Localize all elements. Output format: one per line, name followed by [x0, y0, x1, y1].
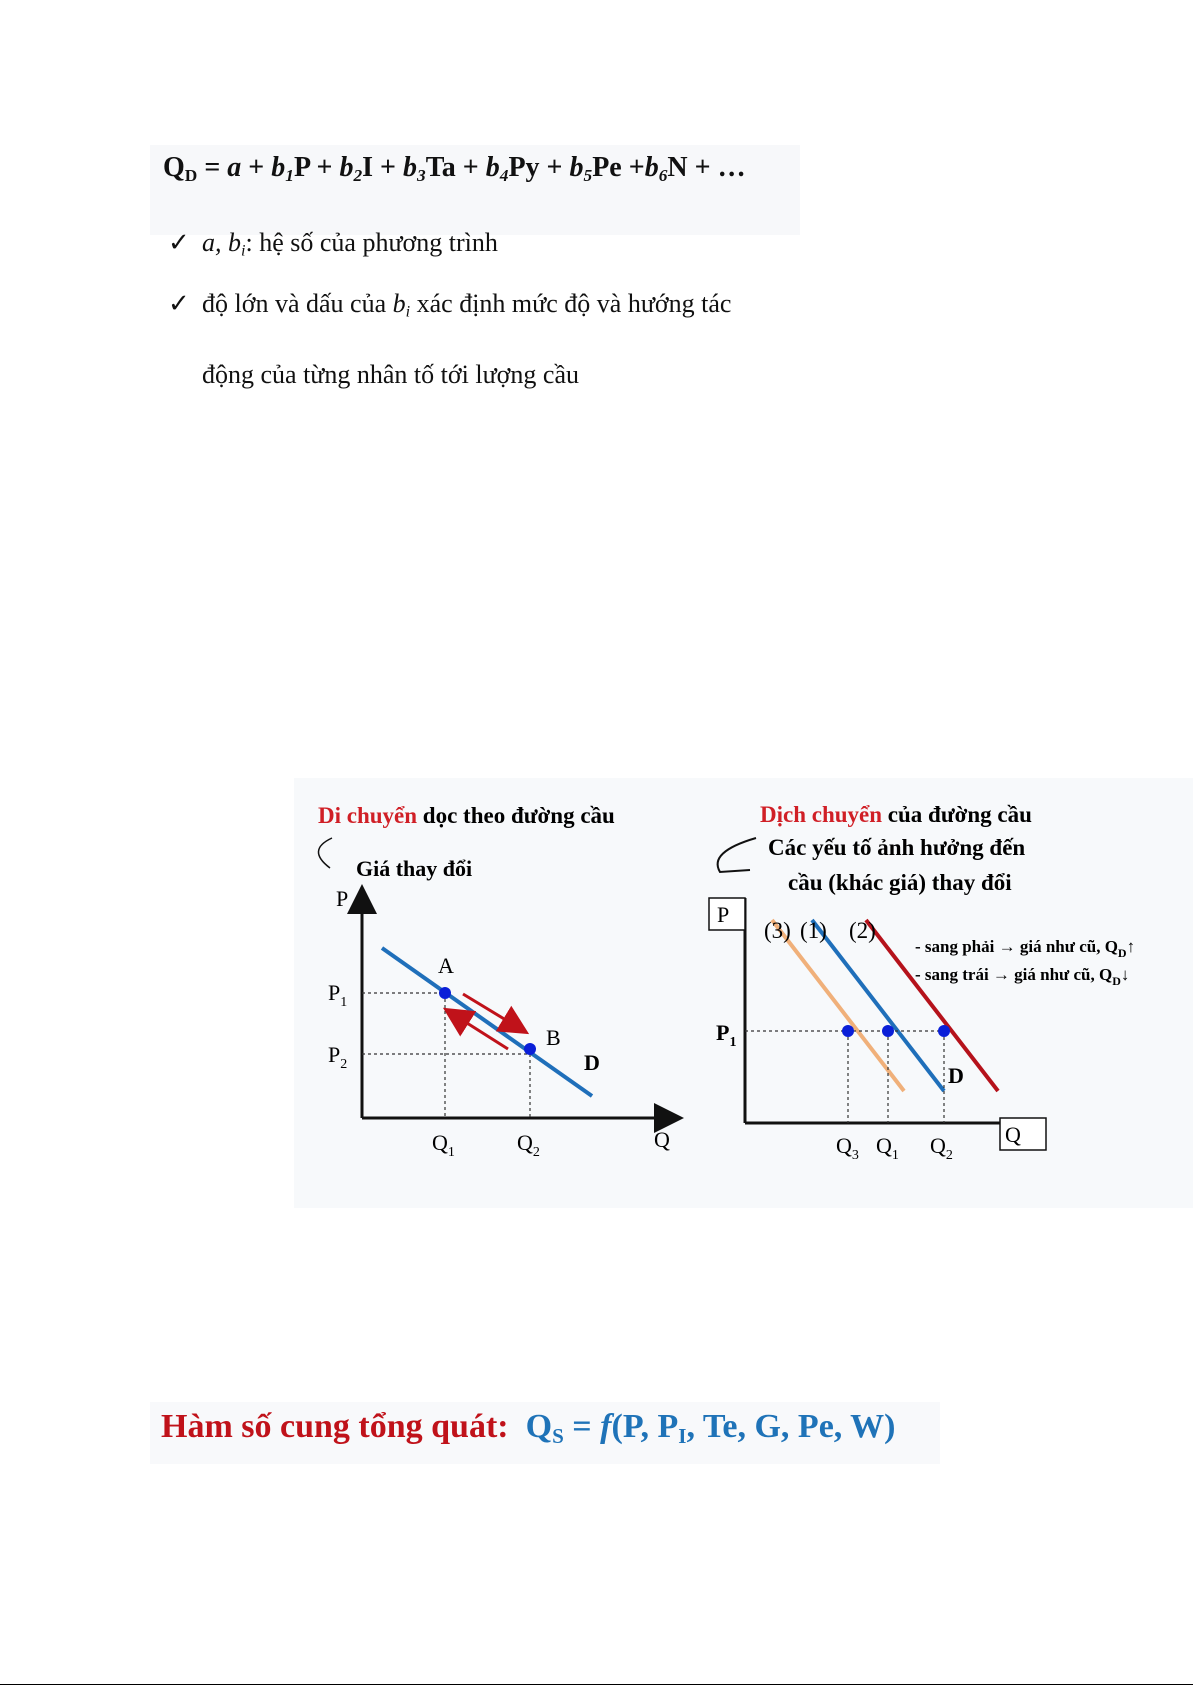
left-title: Di chuyển dọc theo đường cầu — [318, 803, 615, 828]
right-curve-label: D — [948, 1063, 964, 1088]
legend-left-shift: - sang trái → giá như cũ, $Q_D↓$ — [915, 965, 1130, 988]
right-q1-label: $Q_1$ — [876, 1133, 899, 1163]
right-subtitle-1: Các yếu tố ảnh hưởng đến — [768, 835, 1026, 860]
check-icon: ✓ — [168, 289, 190, 318]
curve-3-label: (3) — [764, 918, 791, 943]
supply-function: Hàm số cung tổng quát: $Q_S = f(P$, $P_I$, Te, G, Pe, W) — [161, 1408, 896, 1448]
right-axis-q: Q — [1005, 1122, 1021, 1147]
legend-right-shift: - sang phải → giá như cũ, $Q_D↑$ — [915, 937, 1136, 960]
bullet-coefficients: ✓ a, $b_i$: hệ số của phương trình — [168, 228, 498, 260]
right-axis-p: P — [717, 902, 730, 927]
point-curve-2 — [938, 1025, 950, 1037]
left-curl-arrow — [318, 838, 332, 868]
point-a — [439, 987, 451, 999]
right-q2-label: $Q_2$ — [930, 1133, 953, 1163]
curve-1-label: (1) — [800, 918, 827, 943]
left-axis-p: P — [336, 886, 349, 911]
left-p2-label: $P_2$ — [328, 1042, 348, 1072]
right-q3-label: $Q_3$ — [836, 1133, 859, 1163]
left-p1-label: $P_1$ — [328, 980, 348, 1010]
point-curve-3 — [842, 1025, 854, 1037]
check-icon: ✓ — [168, 228, 190, 257]
point-curve-1 — [882, 1025, 894, 1037]
point-b — [524, 1043, 536, 1055]
right-p1-label: $P_1$ — [716, 1020, 737, 1050]
right-curl-arrow — [718, 838, 756, 872]
left-axis-q: Q — [654, 1127, 670, 1152]
left-demand-line — [382, 948, 592, 1096]
left-curve-label: D — [584, 1050, 600, 1075]
point-b-label: B — [546, 1025, 561, 1050]
bullet-continuation: động của từng nhân tố tới lượng cầu — [202, 360, 579, 389]
left-subtitle: Giá thay đổi — [356, 856, 473, 881]
point-a-label: A — [438, 953, 454, 978]
demand-equation: $Q_D = a + b_1P + b_2I + b_3Ta + b_4Py + b_5Pe +b_6N$ + … — [163, 152, 746, 185]
right-title: Dịch chuyển của đường cầu — [760, 802, 1032, 827]
bullet-sign-magnitude: ✓ độ lớn và dấu của $b_i$ xác định mức độ và hướng tác — [168, 289, 732, 321]
left-q1-label: $Q_1$ — [432, 1130, 455, 1160]
left-q2-label: $Q_2$ — [517, 1130, 540, 1160]
right-subtitle-2: cầu (khác giá) thay đổi — [788, 870, 1012, 895]
curve-2-label: (2) — [849, 918, 876, 943]
